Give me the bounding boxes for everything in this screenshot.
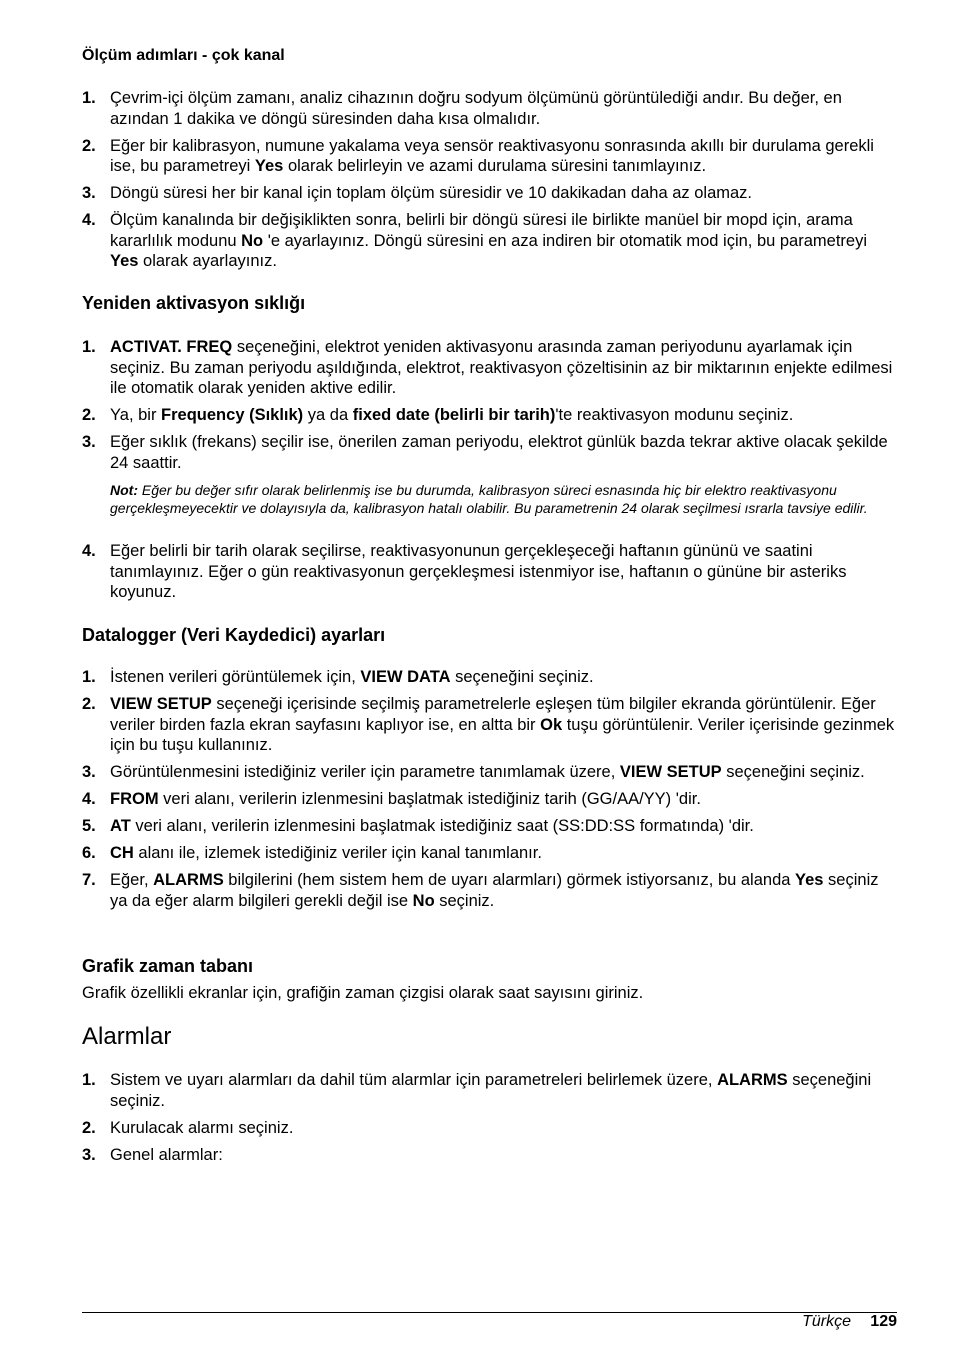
item-text: Eğer, bbox=[110, 871, 154, 889]
list-item bbox=[82, 183, 897, 204]
bold-term: Yes bbox=[254, 157, 284, 175]
item-text: bilgilerini (hem sistem hem de uyarı alarmları) görmek istiyorsanız, bu alanda bbox=[223, 871, 796, 889]
list-item bbox=[82, 816, 897, 837]
note-text: Eğer bu değer sıfır olarak belirlenmiş ise bu durumda, kalibrasyon süreci esnasında hiç bir elektro reaktivasyonu gerçekleşmeyecektir ve dolayısıyla da, kalibrasyon hatalı olabilir. Bu parametrenin 24 olarak seçilmesi ısrarla tavsiye edilir. bbox=[110, 482, 868, 516]
section-heading-grafik: Grafik zaman tabanı bbox=[82, 956, 254, 976]
item-text: Kurulacak alarmı seçiniz. bbox=[110, 1118, 294, 1137]
item-text: seçeneğini seçiniz. bbox=[721, 763, 865, 781]
bold-term: AT bbox=[110, 817, 131, 835]
bold-term: Yes bbox=[110, 252, 139, 270]
footer-language: Türkçe bbox=[802, 1313, 851, 1330]
bold-term: Frequency (Sıklık) bbox=[161, 406, 304, 424]
list-item-number: 1. bbox=[82, 668, 96, 686]
list-item-number: 2. bbox=[82, 136, 96, 155]
list-item bbox=[82, 762, 897, 783]
list-aktivasyon-after bbox=[82, 541, 897, 609]
list-item-number: 1. bbox=[82, 338, 96, 356]
list-item-number: 1. bbox=[82, 1071, 96, 1089]
item-text: seçeneği içerisinde seçilmiş parametrelerle eşleşen tüm bilgiler ekranda görüntülenir. Eğer veriler birden fazla ekran sayfasını kaplıyor ise, en altta bir bbox=[110, 695, 876, 734]
list-item-number: 2. bbox=[82, 1118, 96, 1137]
note-aktivasyon bbox=[110, 481, 897, 517]
item-text: Sistem ve uyarı alarmları da dahil tüm alarmlar için parametreleri belirlemek üzere, bbox=[110, 1071, 718, 1089]
item-text: Ölçüm kanalında bir değişiklikten sonra, belirli bir döngü süresi ile birlikte manüel bir mopd için, arama kararlılık modunu bbox=[110, 211, 853, 250]
list-item bbox=[82, 210, 897, 272]
bold-term: FROM bbox=[110, 790, 159, 808]
list-item bbox=[82, 667, 897, 688]
item-text: seçiniz. bbox=[434, 891, 495, 910]
item-text: veri alanı, verilerin izlenmesini başlatmak istediğiniz saat (SS:DD:SS formatında) 'dir. bbox=[130, 817, 754, 835]
list-item-number: 5. bbox=[82, 817, 96, 835]
item-text: seçeneğini seçiniz. bbox=[110, 1071, 872, 1110]
list-item-number: 1. bbox=[82, 89, 96, 107]
list-item bbox=[82, 870, 897, 911]
item-text: Görüntülenmesini istediğiniz veriler için parametre tanımlamak üzere, bbox=[110, 763, 620, 781]
section-heading-datalogger: Datalogger (Veri Kaydedici) ayarları bbox=[82, 625, 386, 645]
list-item-number: 6. bbox=[82, 844, 96, 862]
bold-term: ALARMS bbox=[153, 871, 224, 889]
list-item-number: 4. bbox=[82, 790, 96, 808]
item-text: Eğer sıklık (frekans) seçilir ise, önerilen zaman periyodu, elektrot günlük bazda tekrar aktive olacak şekilde 24 saattir. bbox=[110, 433, 888, 472]
list-item bbox=[82, 432, 897, 473]
list-item bbox=[82, 1118, 897, 1139]
grafik-text: Grafik özellikli ekranlar için, grafiğin zaman çizgisi olarak saat sayısını giriniz. bbox=[82, 984, 644, 1002]
list-item bbox=[82, 88, 897, 129]
list-item-number: 3. bbox=[82, 433, 96, 451]
bold-term: VIEW SETUP bbox=[110, 695, 212, 713]
item-text: tuşu görüntülenir. Veriler içerisinde gezinmek için bu tuşu kullanınız. bbox=[110, 715, 895, 754]
bold-term: No bbox=[412, 891, 435, 910]
bold-term: ACTIVAT. FREQ bbox=[110, 338, 233, 356]
list-item bbox=[82, 337, 897, 399]
section-heading-olcum: Ölçüm adımları - çok kanal bbox=[82, 47, 285, 64]
bold-term: CH bbox=[110, 844, 134, 862]
list-item bbox=[82, 541, 897, 603]
list-item-number: 3. bbox=[82, 1145, 96, 1164]
list-item-number: 4. bbox=[82, 542, 96, 560]
list-item bbox=[82, 843, 897, 864]
item-text: Döngü süresi her bir kanal için toplam ölçüm süresidir ve 10 dakikadan daha az olamaz. bbox=[110, 184, 753, 202]
list-item bbox=[82, 1070, 897, 1111]
section-heading-aktivasyon: Yeniden aktivasyon sıklığı bbox=[82, 293, 306, 313]
list-olcum bbox=[82, 88, 897, 278]
footer-page-number: 129 bbox=[870, 1313, 897, 1330]
list-item bbox=[82, 1145, 897, 1166]
bold-term: VIEW DATA bbox=[360, 668, 451, 686]
item-text: ya da bbox=[303, 406, 353, 424]
bold-term: VIEW SETUP bbox=[619, 763, 722, 781]
item-text: veri alanı, verilerin izlenmesini başlatmak istediğiniz tarih (GG/AA/YY) 'dir. bbox=[158, 790, 701, 808]
item-text: İstenen verileri görüntülemek için, bbox=[110, 668, 361, 686]
item-text: Eğer belirli bir tarih olarak seçilirse, reaktivasyonunun gerçekleşeceği haftanın gününü ve saatini tanımlayınız. Eğer o gün reaktivasyonun gerçekleşmesi istenmiyor ise, haftanın o gününe bir asteriks koyunuz. bbox=[110, 542, 847, 601]
item-text: alanı ile, izlemek istediğiniz veriler için kanal tanımlanır. bbox=[133, 844, 542, 862]
bold-term: Yes bbox=[795, 871, 824, 889]
list-item-number: 2. bbox=[82, 695, 96, 713]
item-text: olarak ayarlayınız. bbox=[138, 252, 277, 270]
list-item-number: 3. bbox=[82, 184, 96, 202]
item-text: 'e ayarlayınız. Döngü süresini en aza indiren bir otomatik mod için, bu parametreyi bbox=[263, 231, 868, 250]
item-text: Ya, bir bbox=[110, 406, 162, 424]
item-text: seçeneğini, elektrot yeniden aktivasyonu arasında zaman periyodunu ayarlamak için seçiniz. Bu zaman periyodu aşıldığında, elektrot, reaktivasyon çözeltisinin az bir miktarının enjekte edilmesi ile otomatik olarak yeniden aktive edilir. bbox=[110, 338, 893, 397]
bold-term: Ok bbox=[540, 715, 563, 734]
item-text: Çevrim-içi ölçüm zamanı, analiz cihazının doğru sodyum ölçümünü görüntülediği andır. Bu değer, en azından 1 dakika ve döngü süresinden daha kısa olmalıdır. bbox=[110, 89, 842, 128]
bold-term: ALARMS bbox=[717, 1071, 788, 1089]
footer-rule bbox=[82, 1312, 897, 1313]
item-text: 'te reaktivasyon modunu seçiniz. bbox=[555, 406, 794, 424]
bold-term: No bbox=[241, 231, 264, 250]
item-text: olarak belirleyin ve azami durulama süresini tanımlayınız. bbox=[283, 157, 707, 175]
item-text: seçeneğini seçiniz. bbox=[450, 668, 594, 686]
item-text: seçiniz ya da eğer alarm bilgileri gerekli değil ise bbox=[110, 871, 879, 910]
note-label: Not: bbox=[110, 482, 138, 498]
item-text: Genel alarmlar: bbox=[110, 1145, 223, 1164]
list-item-number: 4. bbox=[82, 211, 96, 229]
list-item-number: 2. bbox=[82, 406, 96, 424]
list-alarmlar bbox=[82, 1070, 897, 1172]
list-item bbox=[82, 789, 897, 810]
list-item-number: 7. bbox=[82, 871, 96, 889]
list-aktivasyon bbox=[82, 337, 897, 480]
list-item-number: 3. bbox=[82, 763, 96, 781]
list-datalogger bbox=[82, 667, 897, 918]
item-text: Eğer bir kalibrasyon, numune yakalama veya sensör reaktivasyonu sonrasında akıllı bir durulama gerekli ise, bu parametreyi bbox=[110, 136, 874, 175]
list-item bbox=[82, 136, 897, 177]
list-item bbox=[82, 405, 897, 426]
section-heading-alarmlar: Alarmlar bbox=[82, 1023, 172, 1050]
list-item bbox=[82, 694, 897, 756]
bold-term: fixed date (belirli bir tarih) bbox=[352, 406, 556, 424]
